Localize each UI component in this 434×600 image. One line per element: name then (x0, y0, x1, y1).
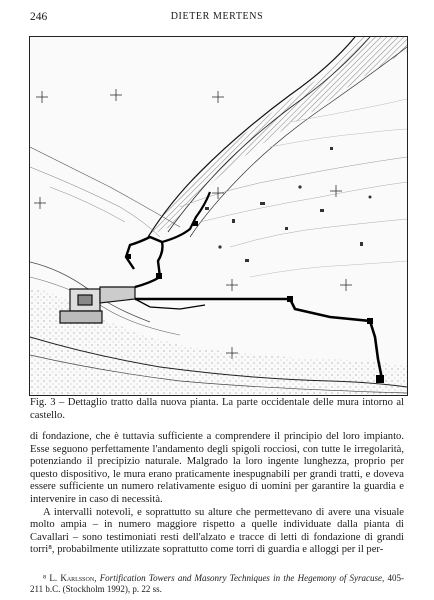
footnote-marker: ⁸ (43, 573, 47, 583)
footnote-author: L. Karlsson, (49, 573, 97, 583)
paragraph-1: di fondazione, che è tuttavia sufficiente a comprendere il principio del loro impianto. Esse seguono perfettamente l'andamento degli spigoli rocciosi, con tutte le irregolarità, potenziando il precipizio naturale. Malgrado la loro ingente lunghezza, proprio per questo dispositivo, le mura erano praticamente inespugnabili per grandi tratti, e doveva essere sufficiente un numero relativamente esiguo di uomini per garantire la guardia e intervenire in caso di necessità. (30, 431, 404, 505)
footnote-title: Fortification Towers and Masonry Techniques in the Hegemony of Syracuse, (99, 573, 385, 583)
figure-map (29, 36, 408, 396)
page-number: 246 (30, 11, 48, 23)
running-head (30, 10, 404, 24)
body-text (30, 431, 404, 557)
footnote-rest: 405-211 b.C. (Stockholm 1992), p. 22 ss. (30, 573, 405, 594)
paragraph-2: A intervalli notevoli, e soprattutto su alture che permettevano di avere una visuale molto ampia – in numero maggiore rispetto a quelle individuate dalla pianta di Cavallari – sono testimoniati resti dell'alzato e tracce di letti di fondazione di grandi torri⁸, probabilmente utilizzate soprattutto come torri di guardia e alloggi per il per- (30, 506, 404, 556)
footnote (30, 573, 404, 595)
running-head-author: DIETER MERTENS (170, 11, 264, 22)
figure-caption: Fig. 3 – Dettaglio tratto dalla nuova pianta. La parte occidentale delle mura intorno al castello. (30, 397, 404, 421)
site-plan-drawing (30, 37, 407, 395)
